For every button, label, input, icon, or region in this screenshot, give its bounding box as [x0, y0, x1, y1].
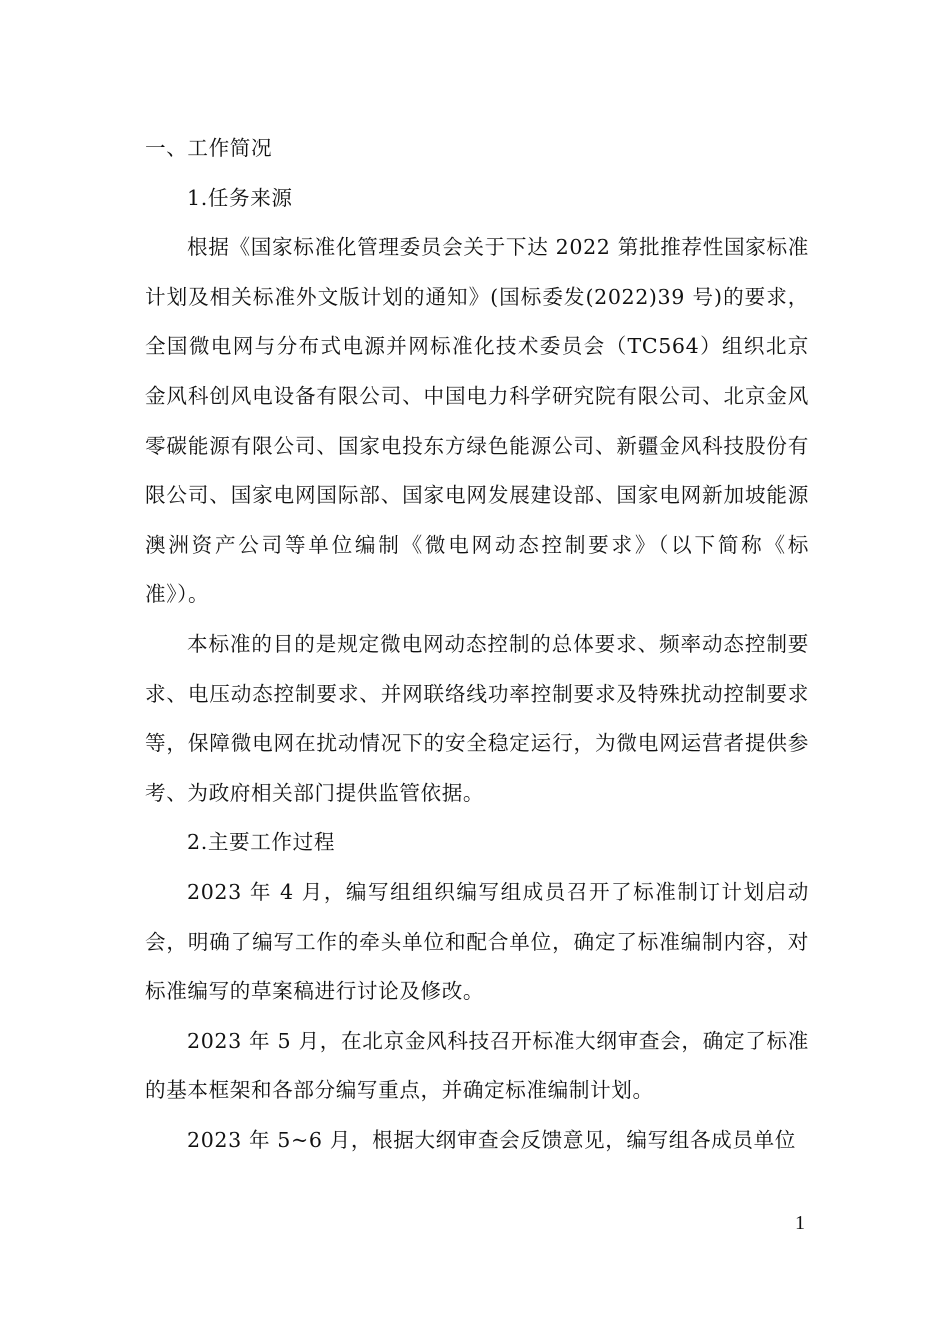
document-page — [145, 124, 809, 1165]
paragraph-work-process-2: 2023 年 5 月，在北京金风科技召开标准大纲审查会，确定了标准的基本框架和各部分编写重点，并确定标准编制计划。 — [145, 1028, 809, 1103]
subsection-title-task-source: 1.任务来源 — [187, 185, 293, 210]
paragraph-work-process-1: 2023 年 4 月，编写组组织编写组成员召开了标准制订计划启动会，明确了编写工作的牵头单位和配合单位，确定了标准编制内容，对标准编写的草案稿进行讨论及修改。 — [145, 879, 809, 1004]
section-heading: 一、工作简况 — [145, 136, 273, 160]
subsection-title-work-process: 2.主要工作过程 — [187, 830, 336, 855]
page-number: 1 — [795, 1212, 805, 1234]
paragraph-work-process-3: 2023 年 5~6 月，根据大纲审查会反馈意见，编写组各成员单位 — [187, 1127, 796, 1152]
paragraph-task-source-1: 根据《国家标准化管理委员会关于下达 2022 第批推荐性国家标准计划及相关标准外文版计划的通知》(国标委发(2022)39 号)的要求，全国微电网与分布式电源并网标准化技术委员会（TC564）组织北京金风科创风电设备有限公司、中国电力科学研究院有限公司、北京金风零碳能源有限公司、国家电投东方绿色能源公司、新疆金风科技股份有限公司、国家电网国际部、国家电网发展建设部、国家电网新加坡能源澳洲资产公司等单位编制《微电网动态控制要求》（以下简称《标准》）。 — [145, 235, 809, 607]
paragraph-task-source-2: 本标准的目的是规定微电网动态控制的总体要求、频率动态控制要求、电压动态控制要求、并网联络线功率控制要求及特殊扰动控制要求等，保障微电网在扰动情况下的安全稳定运行，为微电网运营者提供参考、为政府相关部门提供监管依据。 — [145, 631, 809, 805]
